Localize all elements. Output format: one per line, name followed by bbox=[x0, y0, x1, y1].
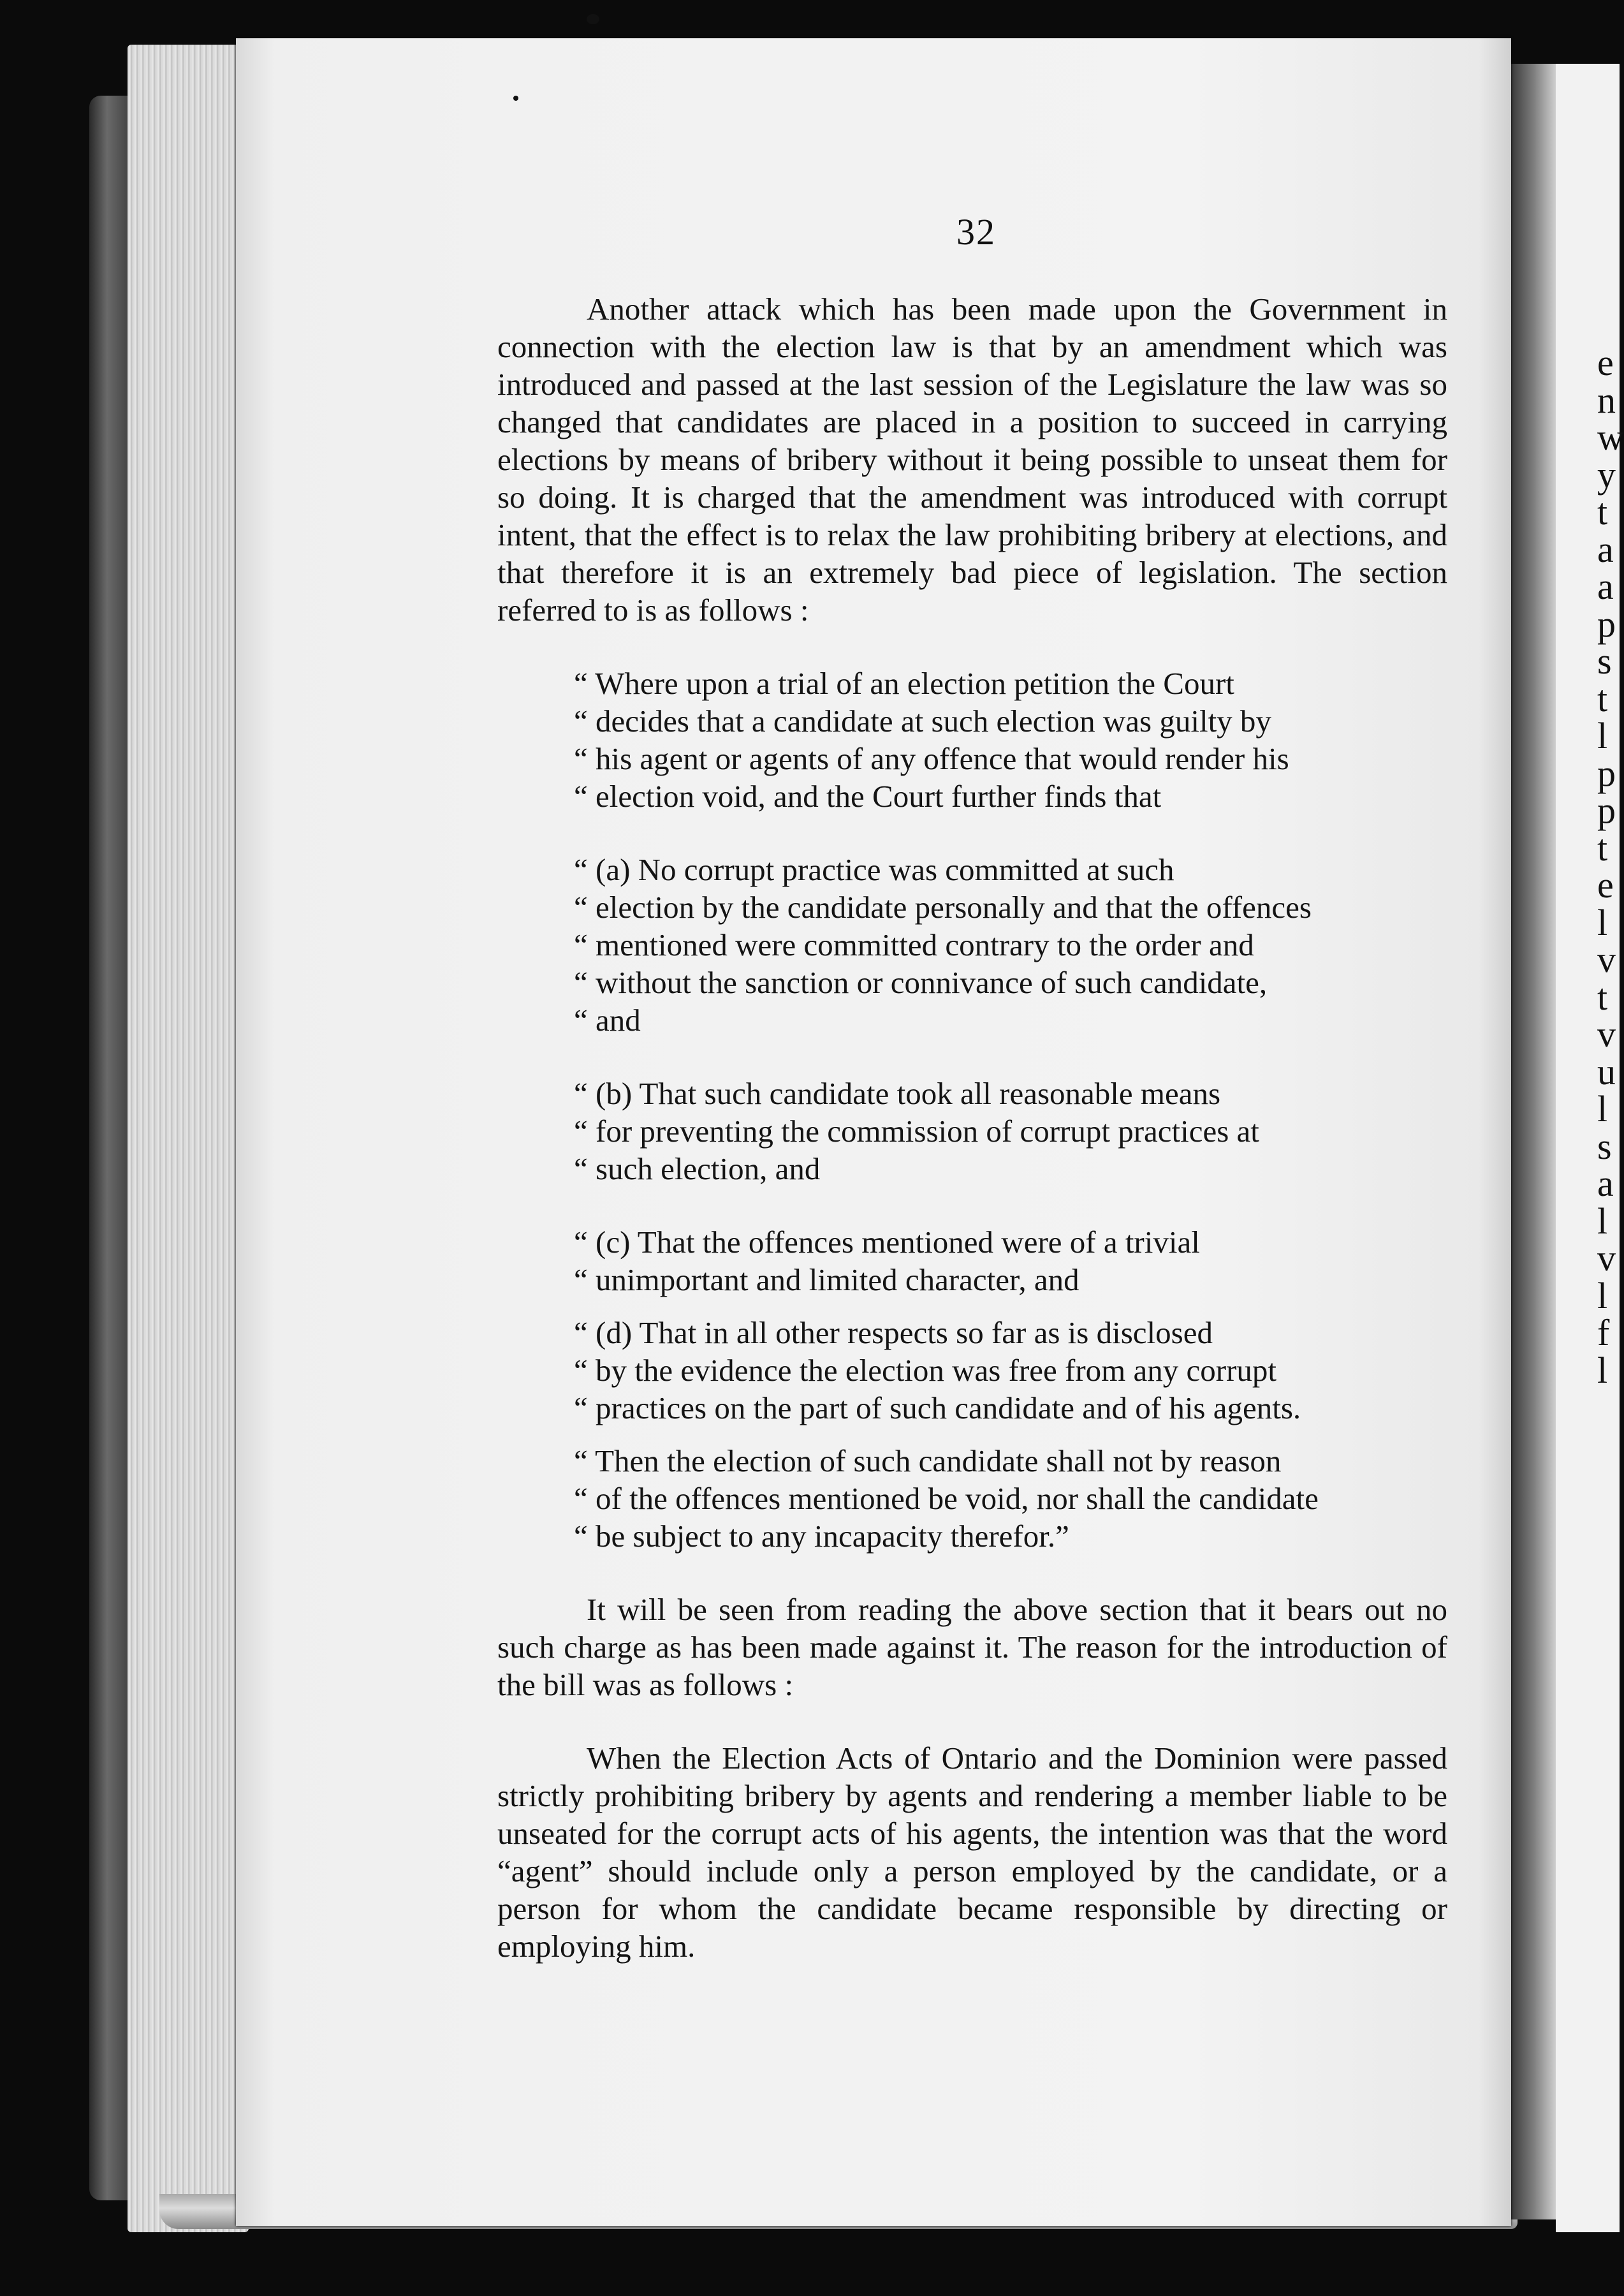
quote-clause-a bbox=[497, 851, 1447, 1039]
quote-line: “ and bbox=[574, 1003, 641, 1038]
quote-clause-d bbox=[497, 1314, 1447, 1427]
facing-page-letter: p bbox=[1597, 752, 1616, 794]
quote-line: “ his agent or agents of any offence that would render his bbox=[574, 741, 1289, 776]
explanation-paragraph: It will be seen from reading the above section that it bears out no such charge as has been made against it. The reason for the introduction of the bill was as follows : bbox=[497, 1592, 1447, 1702]
facing-page-letter: t bbox=[1597, 491, 1608, 533]
facing-page-letter: f bbox=[1597, 1312, 1610, 1353]
quote-line: “ (b) That such candidate took all reasonable means bbox=[574, 1076, 1221, 1111]
scan-artifact-speck bbox=[587, 14, 599, 24]
quote-opening bbox=[497, 665, 1447, 815]
final-paragraph: When the Election Acts of Ontario and the Dominion were passed strictly prohibiting bribery by agents and rendering a member liable to be unseated for the corrupt acts of his agents, the intention was that the word “agent” should include only a person employed by the candidate, or a person for whom the candidate became responsible by directing or employing him. bbox=[497, 1740, 1447, 1964]
facing-page-letter: u bbox=[1597, 1050, 1616, 1093]
facing-page-letter: l bbox=[1597, 715, 1608, 756]
facing-page-letter: y bbox=[1597, 453, 1616, 496]
quote-line: “ mentioned were committed contrary to the order and bbox=[574, 927, 1254, 962]
facing-page-letter: l bbox=[1597, 1200, 1608, 1242]
quote-line: “ for preventing the commission of corrupt practices at bbox=[574, 1114, 1259, 1149]
facing-page-letter: l bbox=[1597, 1349, 1608, 1391]
quote-line: “ (c) That the offences mentioned were of a trivial bbox=[574, 1225, 1200, 1260]
intro-paragraph: Another attack which has been made upon the Government in connection with the election law is that by an amendment which was introduced and passed at the last session of the Legislature the law was so changed that candidates are placed in a position to succeed in carrying elections by means of bribery without it being possible to unseat them for so doing. It is charged that the amendment was introduced with corrupt intent, that the effect is to relax the law prohibiting bribery at elections, and that therefore it is an extremely bad piece of legislation. The section referred to is as follows : bbox=[497, 291, 1447, 628]
quote-line: “ such election, and bbox=[574, 1151, 821, 1186]
facing-page-letter: e bbox=[1597, 342, 1614, 383]
facing-page-letter: p bbox=[1597, 603, 1616, 645]
quote-closing bbox=[497, 1442, 1447, 1555]
quote-line: “ Where upon a trial of an election petition the Court bbox=[574, 666, 1234, 701]
facing-page-letter: t bbox=[1597, 976, 1608, 1018]
quote-line: “ without the sanction or connivance of such candidate, bbox=[574, 965, 1268, 1000]
facing-page-letter: n bbox=[1597, 379, 1616, 421]
quote-line: “ practices on the part of such candidate and of his agents. bbox=[574, 1390, 1301, 1425]
facing-page-letter: s bbox=[1597, 1125, 1612, 1167]
facing-page-letter: a bbox=[1597, 566, 1614, 607]
page-number: 32 bbox=[956, 211, 996, 253]
quote-line: “ (d) That in all other respects so far as is disclosed bbox=[574, 1315, 1213, 1350]
page-body-text bbox=[497, 290, 1447, 1965]
facing-page-letter: s bbox=[1597, 640, 1612, 682]
facing-page-letter: a bbox=[1597, 528, 1614, 570]
facing-page-letter: l bbox=[1597, 1274, 1608, 1316]
facing-page-letter: e bbox=[1597, 864, 1614, 906]
quote-line: “ (a) No corrupt practice was committed at such bbox=[574, 852, 1174, 887]
quoted-statute-section bbox=[497, 665, 1447, 1555]
quote-clause-c bbox=[497, 1223, 1447, 1299]
quote-line: “ Then the election of such candidate shall not by reason bbox=[574, 1443, 1282, 1478]
facing-page-letter: t bbox=[1597, 827, 1608, 869]
facing-page-letter: l bbox=[1597, 901, 1608, 943]
facing-page-letter: t bbox=[1597, 677, 1608, 719]
facing-page-letter: w bbox=[1597, 416, 1624, 458]
facing-page-letter: v bbox=[1597, 1237, 1616, 1279]
scan-artifact-speck bbox=[513, 96, 518, 101]
book-gutter bbox=[1511, 64, 1556, 2219]
facing-page-letter: p bbox=[1597, 790, 1616, 831]
facing-page-letter: l bbox=[1597, 1088, 1608, 1130]
quote-line: “ be subject to any incapacity therefor.” bbox=[574, 1519, 1069, 1554]
quote-line: “ election by the candidate personally and that the offences bbox=[574, 890, 1312, 925]
quote-clause-b bbox=[497, 1075, 1447, 1188]
facing-page-letter: a bbox=[1597, 1163, 1614, 1204]
quote-line: “ election void, and the Court further finds that bbox=[574, 779, 1162, 814]
quote-line: “ by the evidence the election was free from any corrupt bbox=[574, 1353, 1277, 1388]
page-stack-edge bbox=[128, 45, 249, 2232]
facing-page-letter: v bbox=[1597, 939, 1616, 980]
quote-line: “ decides that a candidate at such election was guilty by bbox=[574, 703, 1271, 739]
quote-line: “ of the offences mentioned be void, nor shall the candidate bbox=[574, 1481, 1319, 1516]
quote-line: “ unimportant and limited character, and bbox=[574, 1262, 1079, 1297]
facing-page-letter: v bbox=[1597, 1013, 1616, 1055]
